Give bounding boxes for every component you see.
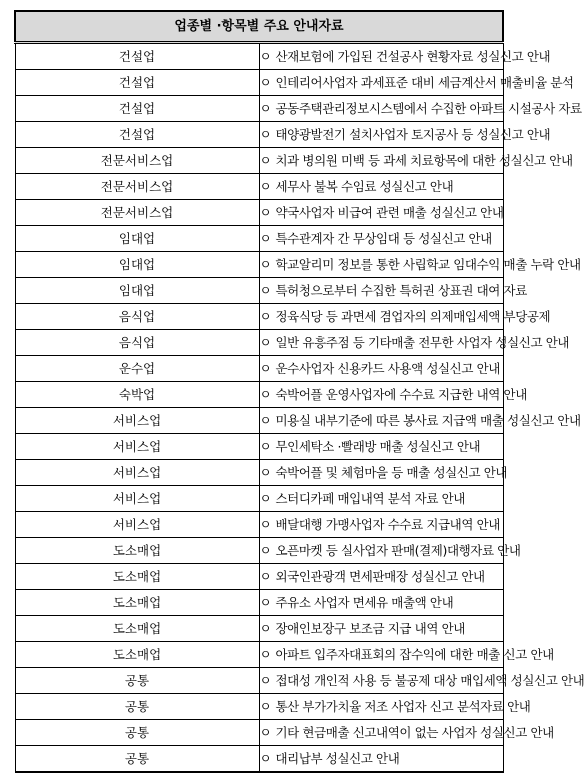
guidance-item-text: 통산 부가가치율 저조 사업자 신고 분석자료 안내 (275, 699, 531, 714)
bullet-marker: ㅇ (259, 647, 272, 662)
industry-category-cell: 서비스업 (15, 434, 259, 460)
industry-category-cell: 전문서비스업 (15, 174, 259, 200)
guidance-item-text: 특허청으로부터 수집한 특허권 상표권 대여 자료 (275, 283, 527, 298)
guidance-item-text: 약국사업자 비급여 관련 매출 성실신고 안내 (275, 205, 504, 220)
guidance-item-text: 인테리어사업자 과세표준 대비 세금계산서 매출비율 분석 (275, 75, 574, 90)
industry-category-cell: 임대업 (15, 226, 259, 252)
table-row (15, 278, 503, 304)
guidance-item-text: 일반 유흥주점 등 기타매출 전무한 사업자 성실신고 안내 (275, 335, 570, 350)
table-row (15, 148, 503, 174)
guidance-item-cell (259, 538, 521, 564)
table-title: 업종별 ·항목별 주요 안내자료 (15, 11, 503, 43)
industry-category-cell: 건설업 (15, 122, 259, 148)
guidance-item-cell (259, 590, 503, 616)
table-row (15, 174, 503, 200)
table-row (15, 460, 503, 486)
table-row (15, 616, 503, 642)
guidance-item-text: 미용실 내부기준에 따른 봉사료 지급액 매출 성실신고 안내 (275, 413, 581, 428)
table-row (15, 746, 503, 773)
industry-category-cell: 음식업 (15, 330, 259, 356)
industry-category-cell: 공통 (15, 694, 259, 720)
guidance-item-cell (259, 70, 574, 96)
guidance-item-cell (259, 408, 581, 434)
bullet-marker: ㅇ (259, 101, 272, 116)
guidance-item-cell (259, 720, 554, 746)
bullet-marker: ㅇ (259, 569, 272, 584)
industry-category-cell: 운수업 (15, 356, 259, 382)
guidance-item-text: 숙박어플 운영사업자에 수수료 지급한 내역 안내 (275, 387, 527, 402)
bullet-marker: ㅇ (259, 335, 272, 350)
table-row (15, 200, 503, 226)
table-body (15, 43, 584, 773)
guidance-item-text: 정육식당 등 과면세 겸업자의 의제매입세액 부당공제 (275, 309, 551, 324)
guidance-item-cell (259, 96, 582, 122)
bullet-marker: ㅇ (259, 205, 272, 220)
guidance-item-cell (259, 43, 551, 70)
guidance-item-cell (259, 434, 503, 460)
guidance-item-text: 배달대행 가맹사업자 수수료 지급내역 안내 (275, 517, 500, 532)
guidance-item-text: 스터디카페 매입내역 분석 자료 안내 (275, 491, 465, 506)
bullet-marker: ㅇ (259, 465, 272, 480)
guidance-item-cell (259, 616, 503, 642)
table-row (15, 694, 503, 720)
guidance-item-text: 외국인관광객 면세판매장 성실신고 안내 (275, 569, 485, 584)
guidance-item-cell (259, 512, 503, 538)
guidance-item-cell (259, 174, 503, 200)
guidance-item-text: 무인세탁소 ·빨래방 매출 성실신고 안내 (275, 439, 481, 454)
guidance-item-cell (259, 330, 570, 356)
guidance-item-text: 특수관계자 간 무상임대 등 성실신고 안내 (275, 231, 492, 246)
guidance-item-text: 아파트 입주자대표회의 잡수익에 대한 매출 신고 안내 (275, 647, 554, 662)
bullet-marker: ㅇ (259, 75, 272, 90)
table-row (15, 538, 503, 564)
guidance-table (14, 10, 584, 773)
table-row (15, 122, 503, 148)
bullet-marker: ㅇ (259, 621, 272, 636)
industry-category-cell: 도소매업 (15, 564, 259, 590)
table-row (15, 668, 503, 694)
guidance-item-cell (259, 148, 573, 174)
bullet-marker: ㅇ (259, 413, 272, 428)
guidance-item-text: 세무사 불복 수임료 성실신고 안내 (275, 179, 454, 194)
table-row (15, 70, 503, 96)
industry-category-cell: 서비스업 (15, 408, 259, 434)
industry-category-cell: 숙박업 (15, 382, 259, 408)
guidance-item-text: 공동주택관리정보시스템에서 수집한 아파트 시설공사 자료 (275, 101, 582, 116)
industry-category-cell: 임대업 (15, 252, 259, 278)
guidance-item-text: 치과 병의원 미백 등 과세 치료항목에 대한 성실신고 안내 (275, 153, 573, 168)
bullet-marker: ㅇ (259, 595, 272, 610)
bullet-marker: ㅇ (259, 257, 272, 272)
guidance-item-cell (259, 694, 531, 720)
industry-category-cell: 서비스업 (15, 486, 259, 512)
guidance-item-text: 접대성 개인적 사용 등 불공제 대상 매입세액 성실신고 안내 (275, 673, 584, 688)
table-row (15, 590, 503, 616)
industry-category-cell: 도소매업 (15, 590, 259, 616)
guidance-item-cell (259, 304, 551, 330)
bullet-marker: ㅇ (259, 309, 272, 324)
industry-category-cell: 공통 (15, 746, 259, 773)
industry-category-cell: 도소매업 (15, 642, 259, 668)
bullet-marker: ㅇ (259, 283, 272, 298)
guidance-item-text: 학교알리미 정보를 통한 사립학교 임대수익 매출 누락 안내 (275, 257, 581, 272)
industry-category-cell: 건설업 (15, 70, 259, 96)
table-row (15, 226, 503, 252)
industry-category-cell: 건설업 (15, 96, 259, 122)
bullet-marker: ㅇ (259, 361, 272, 376)
guidance-item-text: 오픈마켓 등 실사업자 판매(결제)대행자료 안내 (275, 543, 521, 558)
guidance-item-cell (259, 668, 584, 694)
table-row (15, 512, 503, 538)
guidance-item-cell (259, 356, 503, 382)
guidance-item-cell (259, 226, 503, 252)
table-row (15, 382, 503, 408)
bullet-marker: ㅇ (259, 49, 272, 64)
guidance-item-cell (259, 642, 554, 668)
bullet-marker: ㅇ (259, 725, 272, 740)
guidance-item-cell (259, 746, 503, 773)
bullet-marker: ㅇ (259, 699, 272, 714)
guidance-item-cell (259, 382, 527, 408)
bullet-marker: ㅇ (259, 127, 272, 142)
industry-category-cell: 서비스업 (15, 512, 259, 538)
bullet-marker: ㅇ (259, 543, 272, 558)
table-row (15, 720, 503, 746)
bullet-marker: ㅇ (259, 517, 272, 532)
guidance-item-text: 주유소 사업자 면세유 매출액 안내 (275, 595, 454, 610)
bullet-marker: ㅇ (259, 153, 272, 168)
guidance-item-text: 산재보험에 가입된 건설공사 현황자료 성실신고 안내 (275, 49, 551, 64)
industry-category-cell: 전문서비스업 (15, 200, 259, 226)
bullet-marker: ㅇ (259, 673, 272, 688)
guidance-item-text: 운수사업자 신용카드 사용액 성실신고 안내 (275, 361, 500, 376)
table-row (15, 304, 503, 330)
table-row (15, 486, 503, 512)
industry-category-cell: 음식업 (15, 304, 259, 330)
industry-category-cell: 공통 (15, 720, 259, 746)
guidance-item-text: 대리납부 성실신고 안내 (275, 751, 400, 766)
guidance-item-text: 장애인보장구 보조금 지급 내역 안내 (275, 621, 465, 636)
guidance-item-cell (259, 460, 508, 486)
table-row (15, 252, 503, 278)
guidance-item-cell (259, 200, 503, 226)
bullet-marker: ㅇ (259, 751, 272, 766)
table-row (15, 564, 503, 590)
table-row (15, 356, 503, 382)
guidance-item-cell (259, 122, 551, 148)
industry-category-cell: 도소매업 (15, 538, 259, 564)
table-row (15, 96, 503, 122)
bullet-marker: ㅇ (259, 179, 272, 194)
guidance-item-text: 태양광발전기 설치사업자 토지공사 등 성실신고 안내 (275, 127, 551, 142)
table-row (15, 43, 503, 70)
guidance-item-text: 숙박어플 및 체험마을 등 매출 성실신고 안내 (275, 465, 508, 480)
bullet-marker: ㅇ (259, 387, 272, 402)
table-row (15, 434, 503, 460)
bullet-marker: ㅇ (259, 491, 272, 506)
table-row (15, 642, 503, 668)
guidance-item-cell (259, 486, 503, 512)
bullet-marker: ㅇ (259, 439, 272, 454)
table-header-row (15, 11, 503, 43)
industry-category-cell: 건설업 (15, 43, 259, 70)
table-row (15, 330, 503, 356)
guidance-item-cell (259, 278, 527, 304)
bullet-marker: ㅇ (259, 231, 272, 246)
industry-category-cell: 전문서비스업 (15, 148, 259, 174)
guidance-item-cell (259, 252, 581, 278)
guidance-item-cell (259, 564, 503, 590)
guidance-item-text: 기타 현금매출 신고내역이 없는 사업자 성실신고 안내 (275, 725, 554, 740)
industry-category-cell: 서비스업 (15, 460, 259, 486)
industry-category-cell: 도소매업 (15, 616, 259, 642)
industry-category-cell: 임대업 (15, 278, 259, 304)
table-row (15, 408, 503, 434)
industry-category-cell: 공통 (15, 668, 259, 694)
